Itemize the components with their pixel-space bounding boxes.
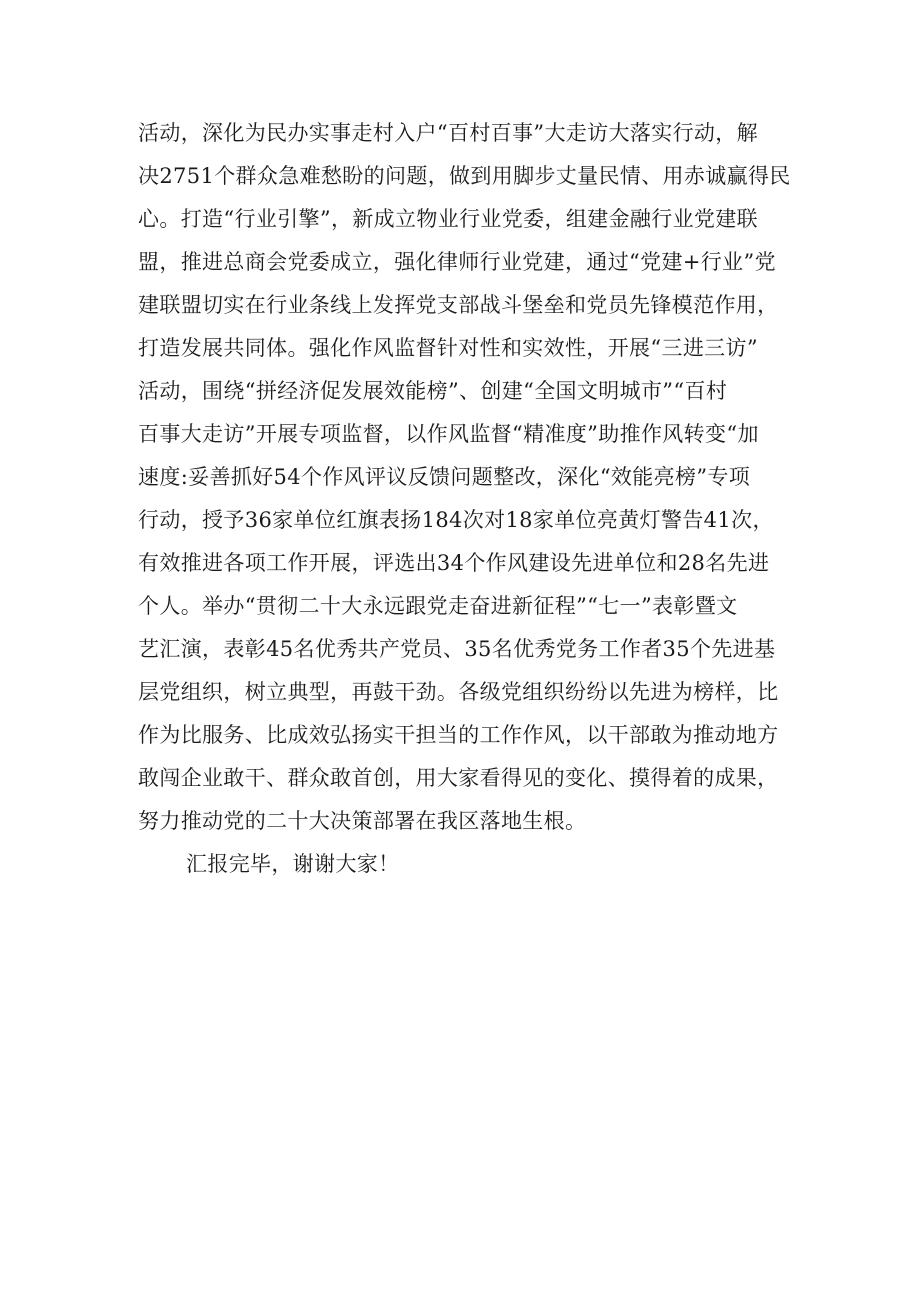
text-line: 层党组织，树立典型，再鼓干劲。各级党组织纷纷以先进为榜样，比 bbox=[138, 680, 779, 704]
text-line: 艺汇演，表彰45名优秀共产党员、35名优秀党务工作者35个先进基 bbox=[138, 637, 776, 661]
body-paragraph bbox=[138, 112, 808, 886]
closing-remark: 汇报完毕，谢谢大家！ bbox=[186, 852, 400, 876]
text-line: 活动，深化为民办实事走村入户“百村百事”大走访大落实行动，解 bbox=[138, 121, 758, 145]
text-line: 作为比服务、比成效弘扬实干担当的工作作风，以干部敢为推动地方 bbox=[138, 723, 779, 747]
text-line: 速度:妥善抓好54个作风评议反馈问题整改，深化“效能亮榜”专项 bbox=[138, 465, 751, 489]
text-line: 有效推进各项工作开展，评选出34个作风建设先进单位和28名先进 bbox=[138, 551, 770, 575]
text-line: 决2751个群众急难愁盼的问题，做到用脚步丈量民情、用赤诚赢得民 bbox=[138, 164, 791, 188]
text-line: 建联盟切实在行业条线上发挥党支部战斗堡垒和党员先锋模范作用， bbox=[138, 293, 779, 317]
text-line: 活动，围绕“拼经济促发展效能榜”、创建“全国文明城市”“百村 bbox=[138, 379, 728, 403]
text-line: 打造发展共同体。强化作风监督针对性和实效性，开展“三进三访” bbox=[138, 336, 758, 360]
text-line: 努力推动党的二十大决策部署在我区落地生根。 bbox=[138, 809, 587, 833]
text-line: 百事大走访”开展专项监督，以作风监督“精准度”助推作风转变“加 bbox=[138, 422, 759, 446]
text-line: 心。打造“行业引擎”，新成立物业行业党委，组建金融行业党建联 bbox=[138, 207, 758, 231]
text-line: 行动，授予36家单位红旗表扬184次对18家单位亮黄灯警告41次， bbox=[138, 508, 774, 532]
text-line: 盟，推进总商会党委成立，强化律师行业党建，通过“党建+行业”党 bbox=[138, 250, 776, 274]
text-line: 敢闯企业敢干、群众敢首创，用大家看得见的变化、摸得着的成果， bbox=[138, 766, 779, 790]
text-line: 个人。举办“贯彻二十大永远跟党走奋进新征程”“七一”表彰暨文 bbox=[138, 594, 738, 618]
